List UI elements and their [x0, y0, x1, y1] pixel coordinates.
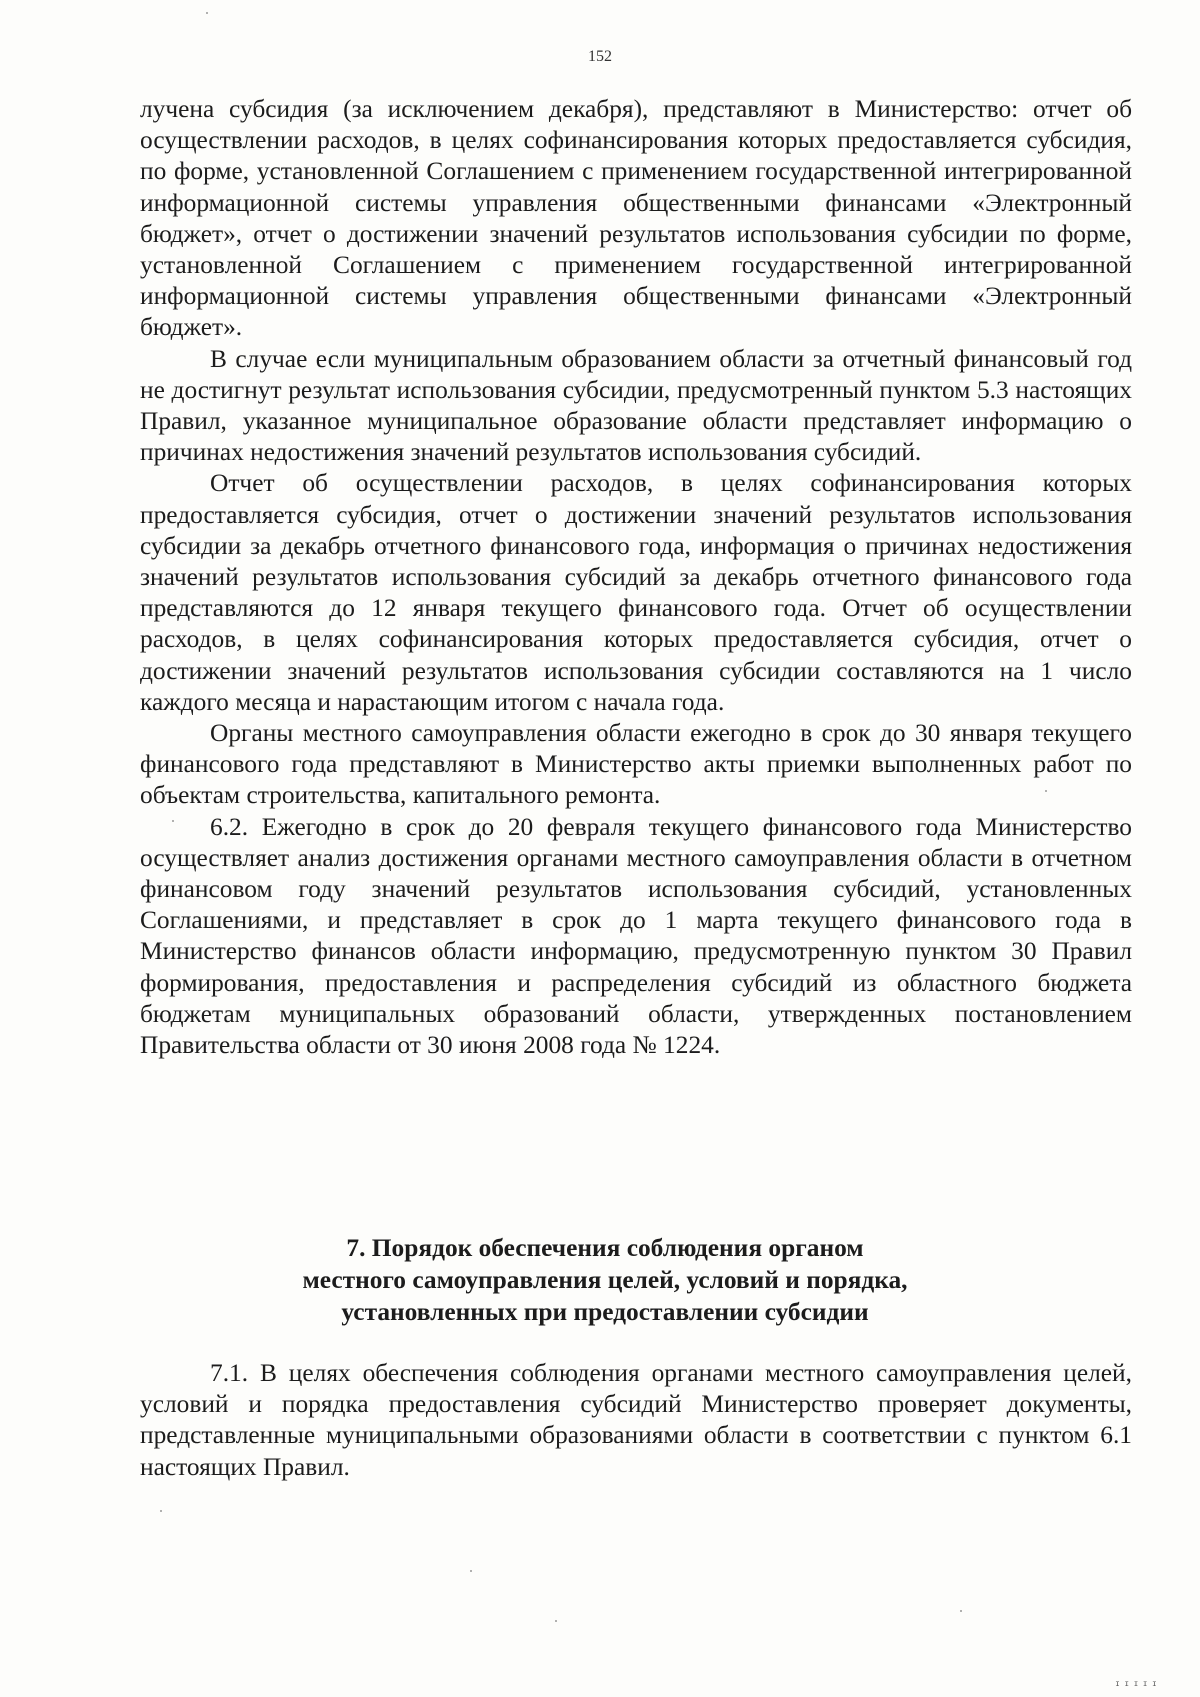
section-7-heading — [190, 1232, 1020, 1328]
paragraph-acceptance-acts: Органы местного самоуправления области ежегодно в срок до 30 января текущего финансового года представляют в Министерство акты приемки выполненных работ по объектам строительства, капитального ремонта. — [140, 719, 1132, 810]
scan-speck — [470, 1570, 472, 1572]
paragraph-7-1: 7.1. В целях обеспечения соблюдения органами местного самоуправления целей, условий и порядка предоставления субсидий Министерство проверяет документы, представленные муниципальными образованиями области в соответствии с пунктом 6.1 настоящих Правил. — [140, 1359, 1132, 1481]
scan-speck — [160, 1510, 162, 1512]
paragraph-continuation: лучена субсидия (за исключением декабря), представляют в Министерство: отчет об осуществлении расходов, в целях софинансирования которых предоставляется субсидия, по форме, установленной Соглашением с применением государственной интегрированной информационной системы управления общественными финансами «Электронный бюджет», отчет о достижении значений результатов использования субсидии по форме, установленной Соглашением с применением государственной интегрированной информационной системы управления общественными финансами «Электронный бюджет». — [140, 95, 1132, 342]
body-text — [140, 94, 1132, 1061]
scan-speck — [555, 1620, 557, 1622]
scan-speck — [1045, 790, 1047, 792]
paragraph-december-report: Отчет об осуществлении расходов, в целях софинансирования которых предоставляется субсидия, отчет о достижении значений результатов использования субсидии за декабрь отчетного финансового года, информация о причинах недостижения значений результатов использования субсидий за декабрь отчетного финансового года представляются до 12 января текущего финансового года. Отчет об осуществлении расходов, в целях софинансирования которых предоставляется субсидия, отчет о достижении значений результатов использования субсидии составляются на 1 число каждого месяца и нарастающим итогом с начала года. — [140, 469, 1132, 716]
page-number: 152 — [588, 48, 612, 65]
section-heading-line: местного самоуправления целей, условий и порядка, — [302, 1266, 908, 1294]
scan-speck — [960, 1610, 962, 1612]
section-heading-line: установленных при предоставлении субсидии — [341, 1298, 869, 1326]
paragraph-6-2: 6.2. Ежегодно в срок до 20 февраля текущего финансового года Министерство осуществляет анализ достижения органами местного самоуправления области в отчетном финансовом году значений результатов использования субсидий, установленных Соглашениями, и представляет в срок до 1 марта текущего финансового года в Министерство финансов области информацию, предусмотренную пунктом 30 Правил формирования, предоставления и распределения субсидий из областного бюджета бюджетам муниципальных образований области, утвержденных постановлением Правительства области от 30 июня 2008 года № 1224. — [140, 812, 1132, 1060]
section-7-text — [140, 1358, 1132, 1483]
paragraph-goal-not-achieved: В случае если муниципальным образованием области за отчетный финансовый год не достигнут результат использования субсидии, предусмотренный пунктом 5.3 настоящих Правил, указанное муниципальное образование области представляет информацию о причинах недостижения значений результатов использования субсидий. — [140, 344, 1132, 467]
scan-edge-mark: ᴵᴵᴵᴵᴵ — [1113, 1679, 1160, 1693]
scan-speck — [172, 820, 174, 822]
section-heading-line: 7. Порядок обеспечения соблюдения органом — [346, 1234, 864, 1262]
scan-speck — [206, 12, 208, 14]
